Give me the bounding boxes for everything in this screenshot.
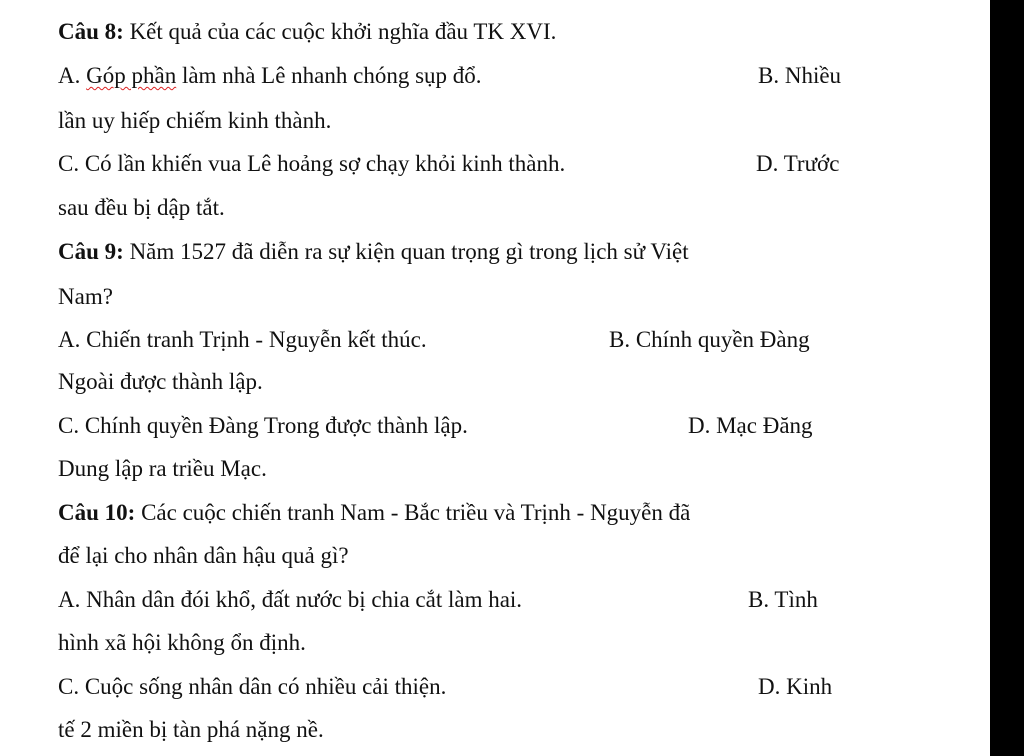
- question-10-label: Câu 10:: [58, 500, 136, 525]
- question-9-option-b-start: B. Chính quyền Đàng: [609, 327, 810, 352]
- question-8-text: Kết quả của các cuộc khởi nghĩa đầu TK XVI.: [123, 19, 557, 44]
- question-8-line: [58, 18, 556, 46]
- question-10-option-c: C. Cuộc sống nhân dân có nhiều cải thiện.: [58, 674, 447, 699]
- question-9-text: Năm 1527 đã diễn ra sự kiện quan trọng gì trong lịch sử Việt: [123, 239, 689, 264]
- question-9-option-b-continued: Ngoài được thành lập.: [58, 369, 263, 394]
- question-8-option-d-start: D. Trước: [756, 151, 840, 176]
- question-9-line: [58, 238, 689, 266]
- question-10-option-b-continued: hình xã hội không ổn định.: [58, 630, 306, 655]
- question-8-option-d-continued: sau đều bị dập tắt.: [58, 195, 225, 220]
- question-10-option-d-start: D. Kinh: [758, 674, 833, 699]
- question-9-option-a: A. Chiến tranh Trịnh - Nguyễn kết thúc.: [58, 327, 427, 352]
- question-9-option-d-start: D. Mạc Đăng: [688, 413, 813, 438]
- question-9-label: Câu 9:: [58, 239, 124, 264]
- question-8-option-c: C. Có lần khiến vua Lê hoảng sợ chạy khỏi kinh thành.: [58, 151, 566, 176]
- question-9-text-continued: Nam?: [58, 284, 113, 309]
- question-8-option-a: [58, 62, 482, 90]
- option-a-rest: làm nhà Lê nhanh chóng sụp đổ.: [176, 63, 482, 88]
- spellcheck-flagged-text: Góp phần: [86, 63, 177, 88]
- question-8-option-b-continued: lần uy hiếp chiếm kinh thành.: [58, 108, 332, 133]
- question-10-text: Các cuộc chiến tranh Nam - Bắc triều và Trịnh - Nguyễn đã: [135, 500, 691, 525]
- question-10-option-d-continued: tế 2 miền bị tàn phá nặng nề.: [58, 717, 324, 742]
- question-10-text-continued: để lại cho nhân dân hậu quả gì?: [58, 543, 349, 568]
- question-8-label: Câu 8:: [58, 19, 124, 44]
- question-10-option-b-start: B. Tình: [748, 587, 818, 612]
- question-10-option-a: A. Nhân dân đói khổ, đất nước bị chia cắt làm hai.: [58, 587, 523, 612]
- dark-border: [990, 0, 1024, 756]
- question-10-line: [58, 499, 690, 527]
- option-a-prefix: A.: [58, 63, 87, 88]
- question-8-option-b-start: B. Nhiều: [758, 63, 842, 88]
- question-9-option-c: C. Chính quyền Đàng Trong được thành lập.: [58, 413, 468, 438]
- question-9-option-d-continued: Dung lập ra triều Mạc.: [58, 456, 267, 481]
